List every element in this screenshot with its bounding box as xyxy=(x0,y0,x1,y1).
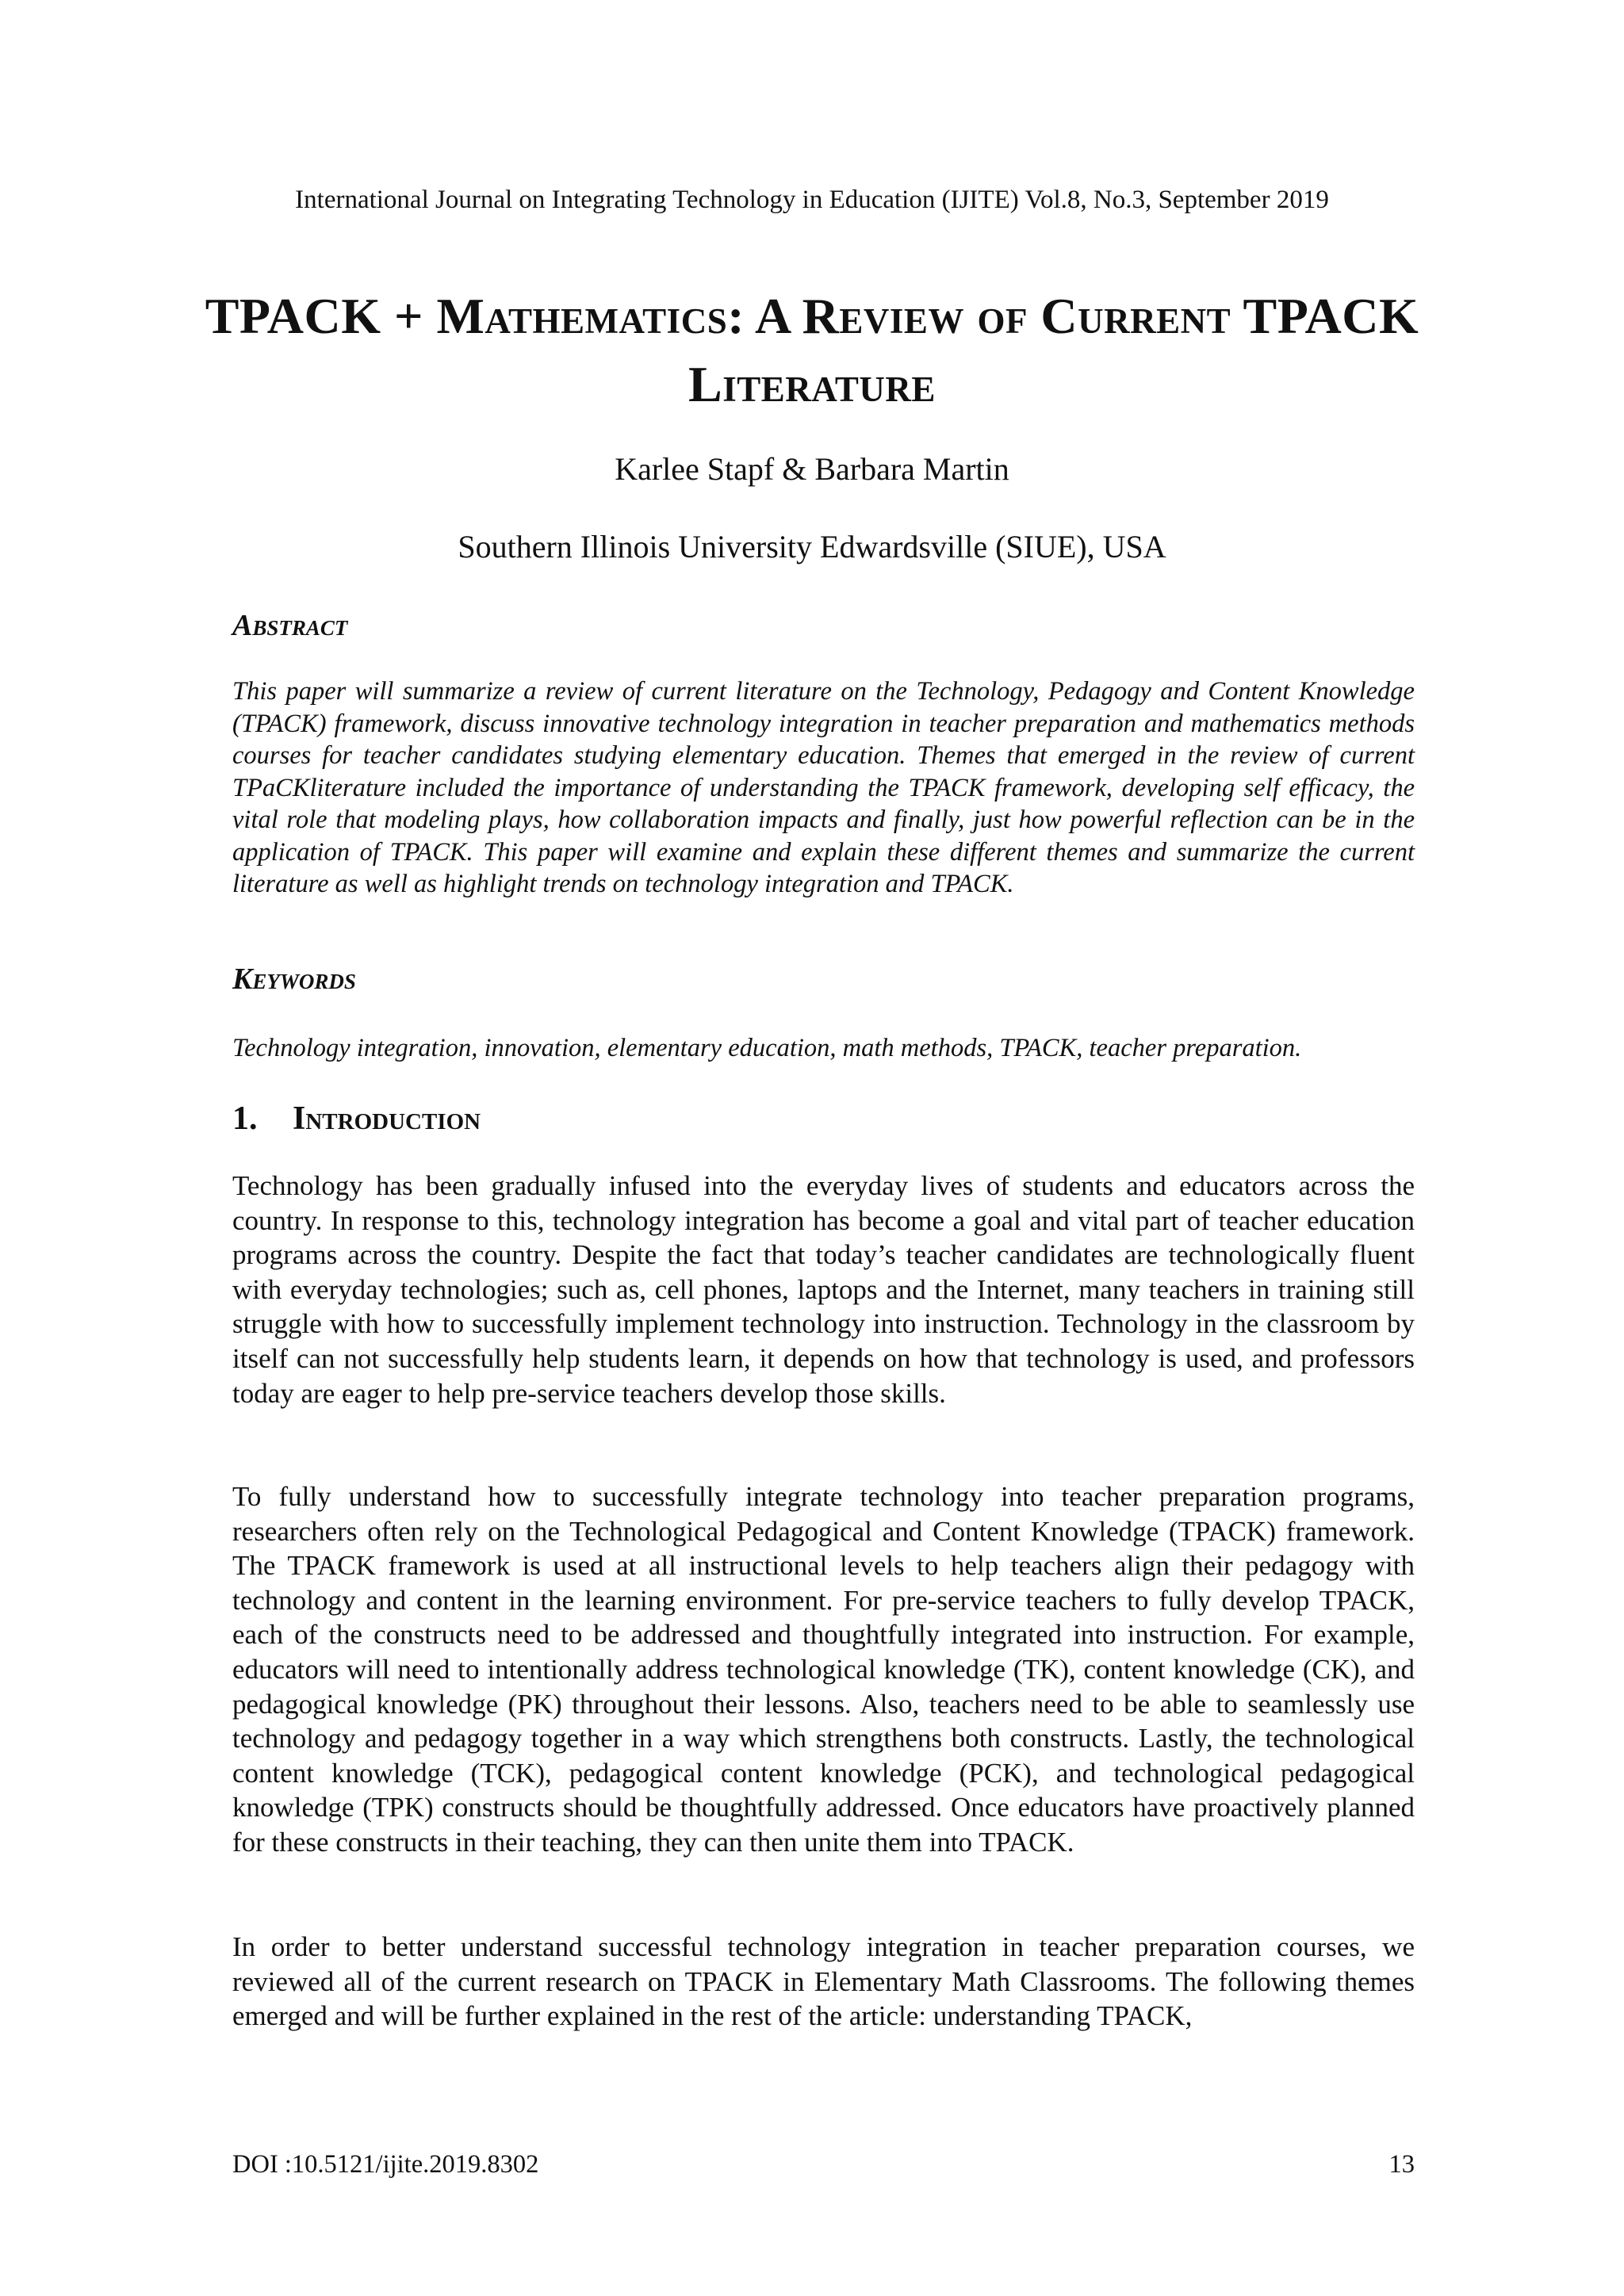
introduction-heading xyxy=(232,1099,481,1138)
section-number: 1. xyxy=(232,1100,258,1137)
intro-paragraph-2: To fully understand how to successfully integrate technology into teacher preparation programs, researchers often rely on the Technological Pedagogical and Content Knowledge (TPACK) framework. The TPACK framework is used at all instructional levels to help teachers align their pedagogy with technology and content in the learning environment. For pre-service teachers to fully develop TPACK, each of the constructs need to be addressed and thoughtfully integrated into instruction. For example, educators will need to intentionally address technological knowledge (TK), content knowledge (CK), and pedagogical knowledge (PK) throughout their lessons. Also, teachers need to be able to seamlessly use technology and pedagogy together in a way which strengthens both constructs. Lastly, the technological content knowledge (TCK), pedagogical content knowledge (PCK), and technological pedagogical knowledge (TPK) constructs should be thoughtfully addressed. Once educators have proactively planned for these constructs in their teaching, they can then unite them into TPACK. xyxy=(232,1481,1415,1858)
running-head: International Journal on Integrating Technology in Education (IJITE) Vol.8, No.3, September 2019 xyxy=(295,186,1329,214)
page-number: 13 xyxy=(1388,2150,1415,2179)
authors: Karlee Stapf & Barbara Martin xyxy=(615,451,1009,487)
affiliation: Southern Illinois University Edwardsville (SIUE), USA xyxy=(458,529,1166,564)
abstract-heading: Abstract xyxy=(232,609,348,642)
intro-paragraph-3: In order to better understand successful technology integration in teacher preparation courses, we reviewed all of the current research on TPACK in Elementary Math Classrooms. The following themes emerged and will be further explained in the rest of the article: understanding TPACK, xyxy=(232,1931,1415,2032)
footer-doi: DOI :10.5121/ijite.2019.8302 xyxy=(232,2150,539,2179)
abstract-text: This paper will summarize a review of current literature on the Technology, Pedagogy and Content Knowledge (TPACK) framework, discuss innovative technology integration in teacher preparation and mathematics methods courses for teacher candidates studying elementary education. Themes that emerged in the review of current TPaCKliterature included the importance of understanding the TPACK framework, developing self efficacy, the vital role that modeling plays, how collaboration impacts and finally, just how powerful reflection can be in the application of TPACK. This paper will examine and explain these different themes and summarize the current literature as well as highlight trends on technology integration and TPACK. xyxy=(232,677,1415,898)
keywords-text: Technology integration, innovation, elementary education, math methods, TPACK, teacher preparation. xyxy=(232,1034,1302,1062)
intro-paragraph-1: Technology has been gradually infused into the everyday lives of students and educators across the country. In response to this, technology integration has become a goal and vital part of teacher education programs across the country. Despite the fact that today’s teacher candidates are technologically fluent with everyday technologies; such as, cell phones, laptops and the Internet, many teachers in training still struggle with how to successfully implement technology into instruction. Technology in the classroom by itself can not successfully help students learn, it depends on how that technology is used, and professors today are eager to help pre-service teachers develop those skills. xyxy=(232,1170,1415,1409)
paper-title: TPACK + Mathematics: A Review of Current TPACK Literature xyxy=(205,288,1419,412)
section-title: Introduction xyxy=(293,1100,481,1137)
keywords-heading: Keywords xyxy=(232,962,356,996)
